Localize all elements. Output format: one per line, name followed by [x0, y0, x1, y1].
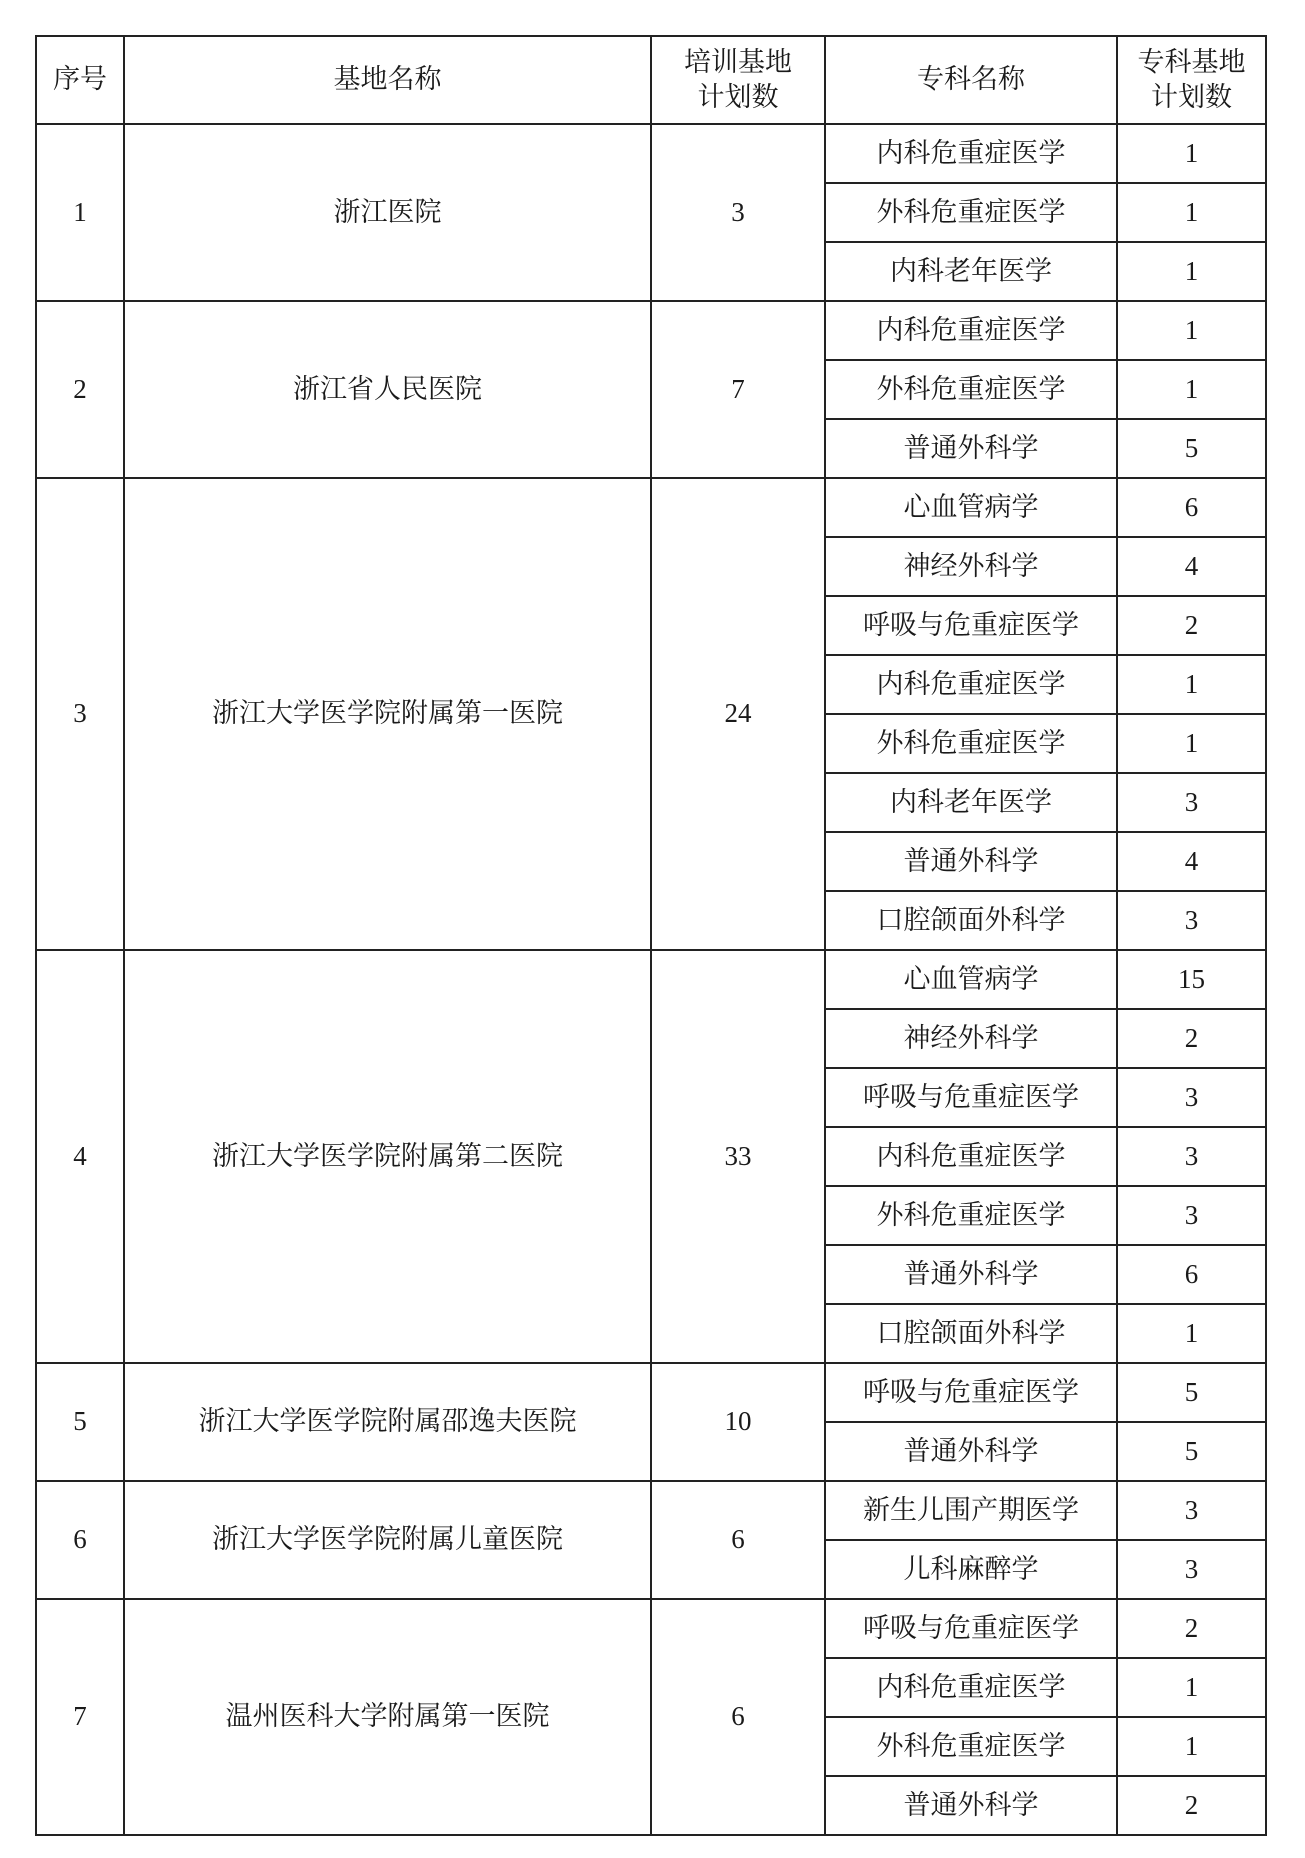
specialty-plan-cell: 5 [1117, 1363, 1266, 1422]
table-row [36, 124, 1266, 183]
specialty-name-cell: 内科危重症医学 [825, 124, 1117, 183]
specialty-base-plan-table [35, 35, 1267, 1836]
base-name-cell: 温州医科大学附属第一医院 [124, 1599, 651, 1835]
base-plan-cell: 3 [651, 124, 825, 301]
seq-cell: 5 [36, 1363, 124, 1481]
specialty-name-cell: 外科危重症医学 [825, 183, 1117, 242]
specialty-name-cell: 神经外科学 [825, 537, 1117, 596]
base-plan-cell: 6 [651, 1599, 825, 1835]
specialty-name-cell: 呼吸与危重症医学 [825, 1068, 1117, 1127]
header-base-name: 基地名称 [124, 36, 651, 124]
specialty-plan-cell: 15 [1117, 950, 1266, 1009]
header-spec-plan [1117, 36, 1266, 124]
base-name-cell: 浙江大学医学院附属儿童医院 [124, 1481, 651, 1599]
specialty-name-cell: 呼吸与危重症医学 [825, 1363, 1117, 1422]
header-seq: 序号 [36, 36, 124, 124]
specialty-plan-cell: 3 [1117, 1186, 1266, 1245]
specialty-plan-cell: 3 [1117, 1481, 1266, 1540]
specialty-name-cell: 普通外科学 [825, 1422, 1117, 1481]
specialty-name-cell: 外科危重症医学 [825, 360, 1117, 419]
specialty-name-cell: 新生儿围产期医学 [825, 1481, 1117, 1540]
table-row [36, 1363, 1266, 1422]
specialty-plan-cell: 1 [1117, 183, 1266, 242]
specialty-name-cell: 普通外科学 [825, 832, 1117, 891]
header-base-plan [651, 36, 825, 124]
specialty-plan-cell: 1 [1117, 655, 1266, 714]
specialty-plan-cell: 2 [1117, 1009, 1266, 1068]
specialty-plan-cell: 1 [1117, 1304, 1266, 1363]
specialty-plan-cell: 6 [1117, 478, 1266, 537]
specialty-plan-cell: 5 [1117, 1422, 1266, 1481]
specialty-plan-cell: 6 [1117, 1245, 1266, 1304]
base-name-cell: 浙江医院 [124, 124, 651, 301]
table-row [36, 1599, 1266, 1658]
specialty-name-cell: 内科老年医学 [825, 773, 1117, 832]
specialty-name-cell: 外科危重症医学 [825, 1186, 1117, 1245]
table-row [36, 301, 1266, 360]
specialty-plan-cell: 3 [1117, 1068, 1266, 1127]
specialty-plan-cell: 4 [1117, 832, 1266, 891]
specialty-plan-cell: 3 [1117, 773, 1266, 832]
table-row [36, 1481, 1266, 1540]
base-name-cell: 浙江省人民医院 [124, 301, 651, 478]
specialty-plan-cell: 1 [1117, 301, 1266, 360]
specialty-name-cell: 内科危重症医学 [825, 655, 1117, 714]
specialty-plan-cell: 4 [1117, 537, 1266, 596]
specialty-plan-cell: 2 [1117, 596, 1266, 655]
base-plan-cell: 33 [651, 950, 825, 1363]
base-name-cell: 浙江大学医学院附属第二医院 [124, 950, 651, 1363]
specialty-name-cell: 内科危重症医学 [825, 1658, 1117, 1717]
base-plan-cell: 7 [651, 301, 825, 478]
specialty-plan-cell: 3 [1117, 891, 1266, 950]
specialty-name-cell: 普通外科学 [825, 419, 1117, 478]
seq-cell: 4 [36, 950, 124, 1363]
specialty-name-cell: 内科危重症医学 [825, 1127, 1117, 1186]
specialty-name-cell: 心血管病学 [825, 478, 1117, 537]
specialty-name-cell: 普通外科学 [825, 1245, 1117, 1304]
seq-cell: 1 [36, 124, 124, 301]
header-base-plan-line2: 计划数 [697, 82, 779, 112]
specialty-plan-cell: 1 [1117, 124, 1266, 183]
specialty-plan-cell: 3 [1117, 1127, 1266, 1186]
table-row [36, 950, 1266, 1009]
specialty-plan-cell: 2 [1117, 1776, 1266, 1835]
specialty-name-cell: 呼吸与危重症医学 [825, 1599, 1117, 1658]
seq-cell: 3 [36, 478, 124, 950]
specialty-plan-cell: 3 [1117, 1540, 1266, 1599]
header-specialty: 专科名称 [825, 36, 1117, 124]
header-row [36, 36, 1266, 124]
specialty-name-cell: 神经外科学 [825, 1009, 1117, 1068]
base-plan-cell: 10 [651, 1363, 825, 1481]
header-spec-plan-line1: 专科基地 [1137, 46, 1246, 77]
specialty-name-cell: 外科危重症医学 [825, 714, 1117, 773]
specialty-name-cell: 内科老年医学 [825, 242, 1117, 301]
table-row [36, 478, 1266, 537]
specialty-plan-cell: 2 [1117, 1599, 1266, 1658]
base-name-cell: 浙江大学医学院附属邵逸夫医院 [124, 1363, 651, 1481]
base-name-cell: 浙江大学医学院附属第一医院 [124, 478, 651, 950]
header-spec-plan-line2: 计划数 [1151, 82, 1232, 112]
seq-cell: 7 [36, 1599, 124, 1835]
specialty-plan-cell: 1 [1117, 714, 1266, 773]
base-plan-cell: 6 [651, 1481, 825, 1599]
header-base-plan-line1: 培训基地 [684, 46, 792, 77]
seq-cell: 6 [36, 1481, 124, 1599]
specialty-name-cell: 口腔颌面外科学 [825, 891, 1117, 950]
specialty-name-cell: 口腔颌面外科学 [825, 1304, 1117, 1363]
specialty-name-cell: 内科危重症医学 [825, 301, 1117, 360]
base-plan-cell: 24 [651, 478, 825, 950]
specialty-name-cell: 心血管病学 [825, 950, 1117, 1009]
specialty-name-cell: 外科危重症医学 [825, 1717, 1117, 1776]
specialty-plan-cell: 1 [1117, 360, 1266, 419]
specialty-plan-cell: 1 [1117, 1658, 1266, 1717]
specialty-plan-cell: 1 [1117, 242, 1266, 301]
seq-cell: 2 [36, 301, 124, 478]
specialty-name-cell: 呼吸与危重症医学 [825, 596, 1117, 655]
specialty-plan-cell: 1 [1117, 1717, 1266, 1776]
specialty-name-cell: 儿科麻醉学 [825, 1540, 1117, 1599]
specialty-name-cell: 普通外科学 [825, 1776, 1117, 1835]
specialty-plan-cell: 5 [1117, 419, 1266, 478]
